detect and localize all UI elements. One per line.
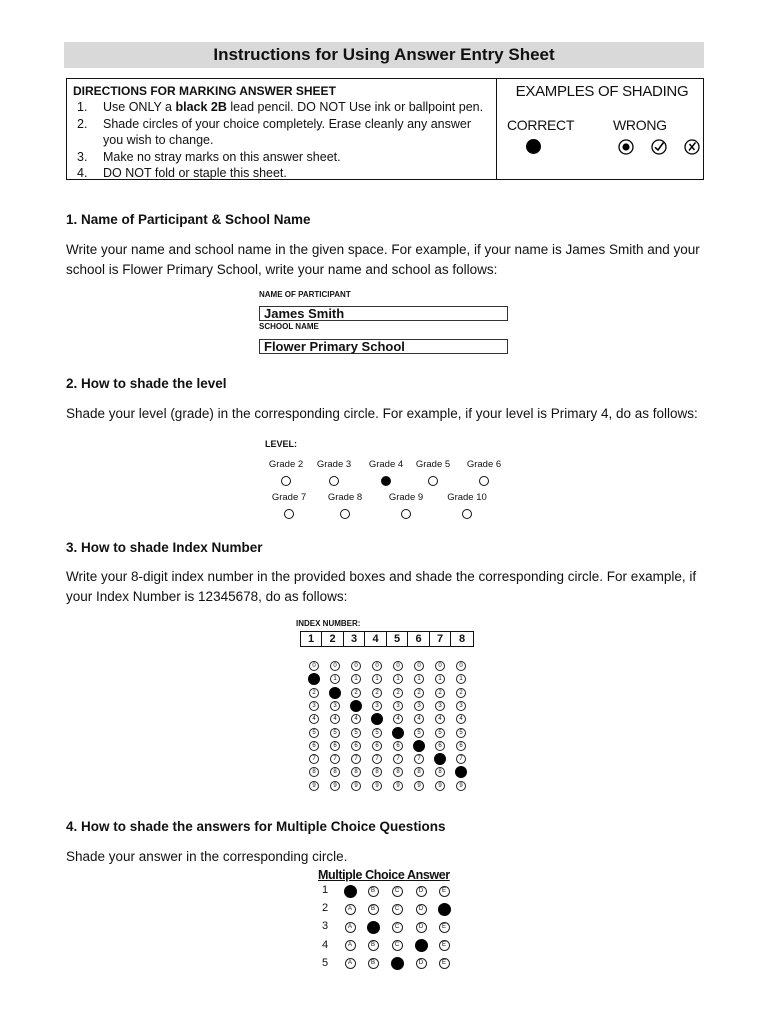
mc-option: A [345, 922, 356, 933]
index-bubble: 6 [351, 741, 361, 751]
index-bubble: 9 [330, 781, 340, 791]
direction-text-bold: black 2B [175, 100, 227, 114]
name-field: James Smith [259, 306, 508, 321]
direction-item [77, 165, 493, 182]
index-bubble: 6 [309, 741, 319, 751]
index-bubble-filled [329, 687, 341, 699]
index-bubble: 7 [351, 754, 361, 764]
section-paragraph: Write your name and school name in the given space. For example, if your name is James Smith and your school is Flower Primary School, write your name and school as follows: [66, 242, 700, 277]
index-bubble: 1 [456, 674, 466, 684]
mc-option: A [345, 958, 356, 969]
index-bubble-filled [350, 700, 362, 712]
grade-label: Grade 9 [388, 492, 424, 503]
index-bubble: 7 [330, 754, 340, 764]
index-bubble: 9 [456, 781, 466, 791]
mc-option: B [368, 904, 379, 915]
mc-option: A [345, 904, 356, 915]
index-bubble: 1 [351, 674, 361, 684]
mc-question-number: 4 [321, 938, 329, 951]
mc-option: D [416, 904, 427, 915]
index-bubble-filled [392, 727, 404, 739]
index-bubble: 9 [309, 781, 319, 791]
grade-label: Grade 5 [415, 459, 451, 470]
mc-table-title: Multiple Choice Answer [318, 868, 450, 882]
direction-item [77, 116, 493, 149]
index-bubble: 9 [393, 781, 403, 791]
index-bubble: 4 [456, 714, 466, 724]
school-label: SCHOOL NAME [259, 322, 319, 331]
index-bubble: 1 [414, 674, 424, 684]
index-bubble: 2 [435, 688, 445, 698]
filled-circle-icon [526, 139, 541, 154]
direction-text-pre: Use ONLY a [103, 100, 176, 114]
mc-option-filled [344, 885, 357, 898]
grade-label: Grade 8 [327, 492, 363, 503]
mc-option: D [416, 922, 427, 933]
grade-bubble [401, 509, 411, 519]
grade-bubble [281, 476, 291, 486]
cross-circle-icon [684, 139, 700, 155]
index-bubble: 3 [393, 701, 403, 711]
index-bubble: 5 [309, 728, 319, 738]
school-field: Flower Primary School [259, 339, 508, 354]
index-bubble: 2 [456, 688, 466, 698]
index-digit-box: 7 [430, 632, 451, 646]
grade-bubble-filled [381, 476, 391, 486]
direction-number: 3. [77, 149, 88, 164]
grade-label: Grade 2 [268, 459, 304, 470]
direction-text: Shade circles of your choice completely. Erase cleanly any answer you wish to change. [103, 116, 471, 147]
grade-bubble [479, 476, 489, 486]
index-bubble: 7 [372, 754, 382, 764]
index-digit-box: 4 [366, 632, 387, 646]
mc-question-number: 2 [321, 902, 329, 915]
mc-option: E [439, 886, 450, 897]
level-label: LEVEL: [265, 439, 298, 449]
grade-label: Grade 3 [316, 459, 352, 470]
index-bubble: 0 [372, 661, 382, 671]
mc-option: B [368, 886, 379, 897]
direction-item [77, 99, 493, 116]
index-bubble: 0 [393, 661, 403, 671]
index-bubble: 5 [351, 728, 361, 738]
index-bubble: 8 [330, 767, 340, 777]
index-bubble: 6 [435, 741, 445, 751]
index-bubble: 3 [372, 701, 382, 711]
mc-option: D [416, 958, 427, 969]
mc-option: C [392, 940, 403, 951]
index-bubble: 2 [309, 688, 319, 698]
mc-option: C [392, 904, 403, 915]
index-bubble-filled [413, 740, 425, 752]
grade-bubble [462, 509, 472, 519]
directions-list [77, 99, 493, 182]
index-bubble: 8 [435, 767, 445, 777]
index-bubble: 3 [414, 701, 424, 711]
index-bubble-filled [371, 713, 383, 725]
index-bubble: 0 [309, 661, 319, 671]
index-bubble: 0 [435, 661, 445, 671]
index-bubble: 7 [309, 754, 319, 764]
index-bubble-filled [455, 766, 467, 778]
index-bubble: 9 [414, 781, 424, 791]
index-bubble: 4 [330, 714, 340, 724]
mc-question-number: 5 [321, 956, 329, 969]
index-bubble: 5 [372, 728, 382, 738]
grade-bubble [340, 509, 350, 519]
index-bubble-filled [434, 753, 446, 765]
index-bubble: 6 [330, 741, 340, 751]
grade-label: Grade 4 [368, 459, 404, 470]
section-paragraph: Write your 8-digit index number in the provided boxes and shade the corresponding circle. For example, if your Index Number is 12345678, do as follows: [66, 569, 697, 604]
section-heading: 3. How to shade Index Number [66, 540, 263, 555]
index-bubble: 2 [414, 688, 424, 698]
direction-number: 1. [77, 100, 88, 114]
index-bubble: 5 [330, 728, 340, 738]
index-digit-box: 6 [409, 632, 430, 646]
index-bubble: 6 [372, 741, 382, 751]
index-bubble: 4 [309, 714, 319, 724]
index-label: INDEX NUMBER: [296, 619, 361, 628]
direction-text: DO NOT fold or staple this sheet. [103, 166, 287, 180]
index-bubble-filled [308, 673, 320, 685]
index-bubble: 1 [435, 674, 445, 684]
direction-number: 2. [77, 116, 88, 131]
index-bubble: 0 [351, 661, 361, 671]
index-bubble: 2 [351, 688, 361, 698]
dot-circle-icon [618, 139, 634, 155]
index-boxes [300, 631, 474, 647]
grade-bubble [284, 509, 294, 519]
mc-option: B [368, 940, 379, 951]
index-digit-box: 2 [323, 632, 344, 646]
mc-question-number: 1 [321, 884, 329, 896]
section-paragraph: Shade your answer in the corresponding circle. [66, 849, 348, 864]
index-bubble: 3 [330, 701, 340, 711]
section-heading: 1. Name of Participant & School Name [66, 212, 311, 227]
index-bubble: 4 [351, 714, 361, 724]
index-bubble: 7 [393, 754, 403, 764]
directions-panel [67, 79, 497, 179]
direction-text: Make no stray marks on this answer sheet. [103, 149, 341, 164]
mc-option: D [416, 886, 427, 897]
index-bubble: 4 [393, 714, 403, 724]
index-bubble: 5 [414, 728, 424, 738]
index-bubble: 8 [351, 767, 361, 777]
mc-option-filled [391, 957, 404, 970]
check-circle-icon [651, 139, 667, 155]
directions-heading: DIRECTIONS FOR MARKING ANSWER SHEET [73, 84, 336, 98]
index-bubble: 8 [309, 767, 319, 777]
direction-text-post: lead pencil. DO NOT Use ink or ballpoint pen. [226, 100, 484, 114]
correct-label: CORRECT [507, 117, 575, 133]
wrong-label: WRONG [613, 117, 667, 133]
directions-box [66, 78, 704, 180]
index-bubble: 8 [372, 767, 382, 777]
mc-option: E [439, 922, 450, 933]
index-bubble: 9 [435, 781, 445, 791]
mc-option: E [439, 940, 450, 951]
mc-option-filled [438, 903, 451, 916]
section-heading: 4. How to shade the answers for Multiple Choice Questions [66, 819, 446, 834]
index-bubble: 6 [393, 741, 403, 751]
mc-option-filled [415, 939, 428, 952]
index-bubble: 9 [351, 781, 361, 791]
index-bubble: 8 [393, 767, 403, 777]
grade-label: Grade 6 [466, 459, 502, 470]
index-bubble: 7 [414, 754, 424, 764]
index-bubble: 8 [414, 767, 424, 777]
page-title: Instructions for Using Answer Entry Sheet [64, 42, 704, 68]
grade-bubble [428, 476, 438, 486]
grade-label: Grade 7 [271, 492, 307, 503]
index-bubble: 4 [435, 714, 445, 724]
index-bubble: 6 [456, 741, 466, 751]
direction-number: 4. [77, 166, 88, 180]
index-bubble: 5 [435, 728, 445, 738]
mc-option: C [392, 922, 403, 933]
index-digit-box: 5 [387, 632, 408, 646]
index-bubble: 1 [393, 674, 403, 684]
direction-item [77, 149, 493, 166]
name-label: NAME OF PARTICIPANT [259, 290, 351, 299]
mc-question-number: 3 [321, 920, 329, 933]
index-bubble: 0 [456, 661, 466, 671]
index-bubble: 3 [309, 701, 319, 711]
index-digit-box: 8 [458, 633, 466, 645]
examples-title: EXAMPLES OF SHADING [515, 83, 689, 100]
index-bubble: 5 [456, 728, 466, 738]
index-digit-box: 1 [301, 632, 322, 646]
index-bubble: 0 [330, 661, 340, 671]
mc-option: E [439, 958, 450, 969]
index-bubble: 2 [393, 688, 403, 698]
mc-option-filled [367, 921, 380, 934]
grade-bubble [329, 476, 339, 486]
section-paragraph: Shade your level (grade) in the corresponding circle. For example, if your level is Primary 4, do as follows: [66, 406, 698, 421]
index-bubble: 0 [414, 661, 424, 671]
index-bubble: 3 [435, 701, 445, 711]
mc-option: C [392, 886, 403, 897]
index-bubble: 3 [456, 701, 466, 711]
grade-label: Grade 10 [447, 492, 487, 503]
mc-option: B [368, 958, 379, 969]
index-bubble: 1 [372, 674, 382, 684]
index-bubble: 7 [456, 754, 466, 764]
index-bubble: 1 [330, 674, 340, 684]
mc-option: A [345, 940, 356, 951]
index-bubble: 2 [372, 688, 382, 698]
index-bubble: 4 [414, 714, 424, 724]
section-heading: 2. How to shade the level [66, 376, 227, 391]
index-digit-box: 3 [344, 632, 365, 646]
index-bubble: 9 [372, 781, 382, 791]
